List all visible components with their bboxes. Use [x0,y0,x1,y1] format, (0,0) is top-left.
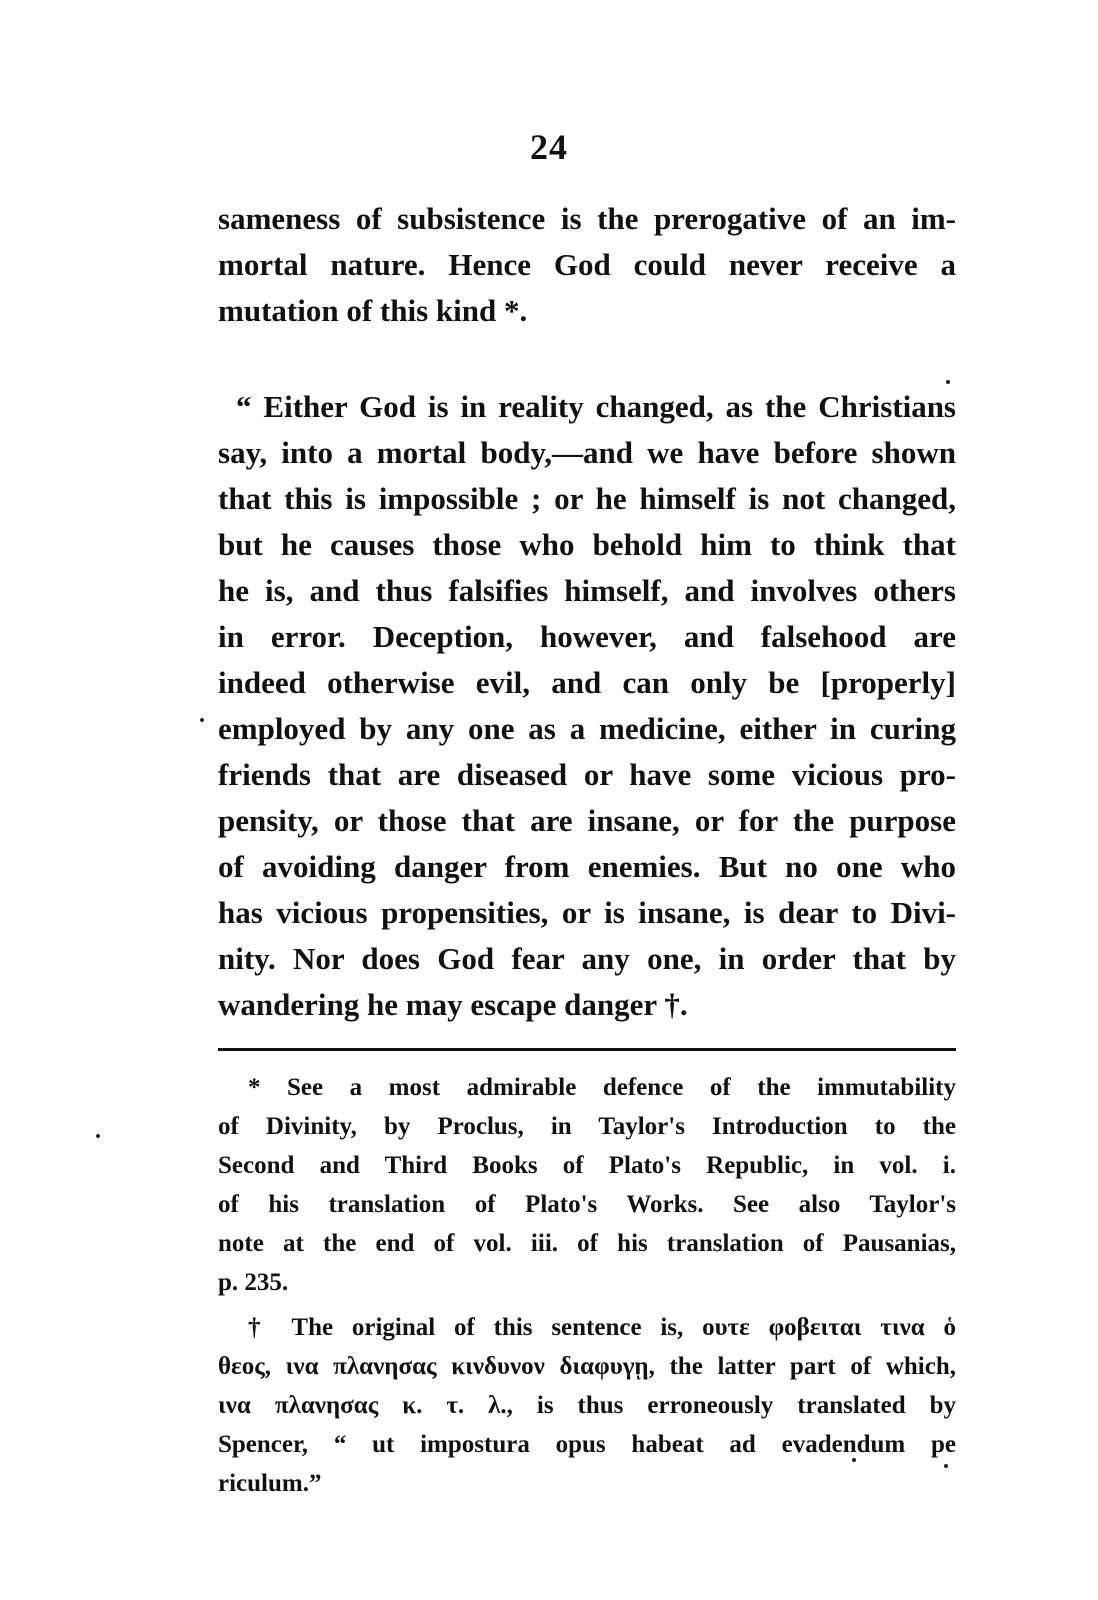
footnote-line: † The original of this sentence is, ουτε φοβειται τινα ὁ [248,1314,956,1341]
text-line: “ Either God is in reality changed, as the Christians [236,389,956,424]
text-line: indeed otherwise evil, and can only be [properly] [218,665,956,700]
text-line: mortal nature. Hence God could never receive a [218,247,956,282]
paragraph-1 [218,196,956,334]
text-line: of avoiding danger from enemies. But no one who [218,849,956,884]
footnote-line: Second and Third Books of Plato's Republic, in vol. i. [218,1152,956,1179]
print-speck [200,718,204,722]
footnote-divider [218,1048,956,1051]
footnote-line: Spencer, “ ut impostura opus habeat ad evadendum pe [218,1431,956,1458]
text-line: nity. Nor does God fear any one, in order that by [218,941,956,976]
text-line: employed by any one as a medicine, either in curing [218,711,956,746]
text-line: but he causes those who behold him to think that [218,527,956,562]
footnote-line: of his translation of Plato's Works. See also Taylor's [218,1191,956,1218]
print-speck [944,1464,948,1468]
footnote-line: riculum.” [218,1470,322,1497]
footnote-1 [218,1068,956,1302]
text-line: sameness of subsistence is the prerogative of an im- [218,201,956,236]
print-speck [946,380,950,384]
text-line: pensity, or those that are insane, or for the purpose [218,803,956,838]
text-line: mutation of this kind *. [218,293,528,328]
footnotes [218,1068,956,1503]
footnote-line: * See a most admirable defence of the immutability [248,1074,956,1101]
text-line: he is, and thus falsifies himself, and involves others [218,573,956,608]
page-number: 24 [530,127,568,167]
text-line: in error. Deception, however, and falsehood are [218,619,956,654]
footnote-line: note at the end of vol. iii. of his translation of Pausanias, [218,1230,956,1257]
text-line: has vicious propensities, or is insane, is dear to Divi- [218,895,956,930]
footnote-line: p. 235. [218,1269,289,1296]
print-speck [852,1458,856,1462]
footnote-line: of Divinity, by Proclus, in Taylor's Introduction to the [218,1113,956,1140]
text-line: that this is impossible ; or he himself is not changed, [218,481,956,516]
footnote-line: θεος, ινα πλανησας κινδυνον διαφυγῃ, the latter part of which, [218,1353,956,1380]
text-line: friends that are diseased or have some vicious pro- [218,757,956,792]
footnote-line: ινα πλανησας κ. τ. λ., is thus erroneously translated by [218,1392,956,1419]
footnote-2 [218,1308,956,1503]
text-line: wandering he may escape danger †. [218,987,688,1022]
text-line: say, into a mortal body,—and we have before shown [218,435,956,470]
paragraph-2-quotation [218,384,956,1028]
print-speck [96,1134,100,1138]
